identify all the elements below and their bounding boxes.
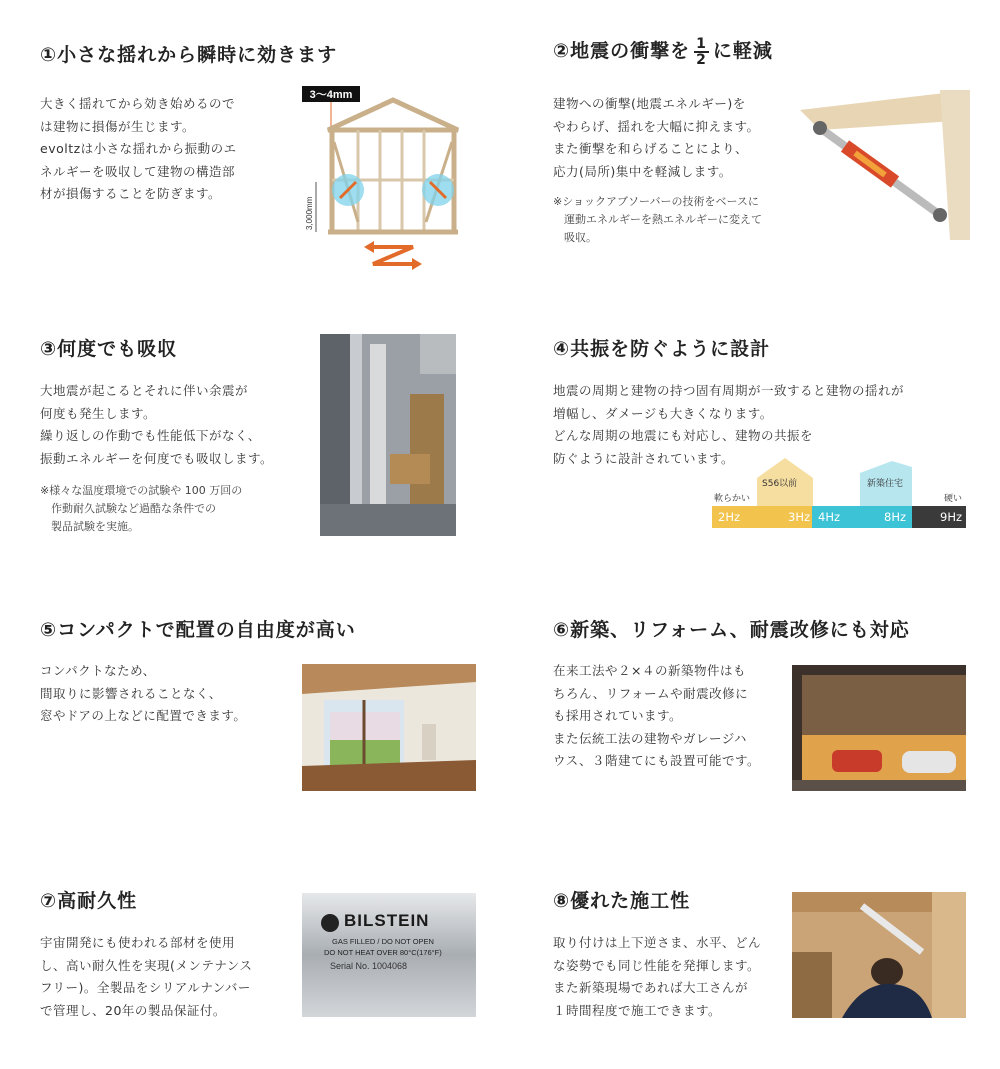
height-dimension: 3,000mm bbox=[305, 196, 314, 230]
section-6-title: ⑥新築、リフォーム、耐震改修にも対応 bbox=[553, 619, 910, 641]
section-8-title: ⑧優れた施工性 bbox=[553, 890, 691, 912]
body-line: また伝統工法の建物やガレージハ bbox=[553, 730, 747, 746]
body-line: 材が損傷することを防ぎます。 bbox=[40, 186, 222, 201]
section-4-body bbox=[553, 380, 904, 470]
interior-room-photo bbox=[302, 664, 476, 791]
section-2-body bbox=[553, 93, 760, 183]
section-1-title: ①小さな揺れから瞬時に効きます bbox=[40, 44, 338, 66]
section-2-note: ※ショックアブソーバーの技術をベースに 運動エネルギーを熱エネルギーに変えて 吸収。 bbox=[553, 195, 762, 244]
body-line: 取り付けは上下逆さま、水平、どん bbox=[553, 935, 762, 950]
cylinder-label-1: GAS FILLED / DO NOT OPEN bbox=[332, 937, 434, 946]
body-line: し、高い耐久性を実現(メンテナンス bbox=[40, 957, 253, 973]
body-line: evoltzは小さな揺れから振動のエ bbox=[40, 141, 237, 156]
test-rig-photo bbox=[320, 334, 456, 536]
bilstein-brand: BILSTEIN bbox=[344, 911, 430, 930]
body-line: ちろん、リフォームや耐震改修に bbox=[553, 685, 749, 701]
body-line: 応力(局所)集中を軽減します。 bbox=[553, 163, 732, 179]
section-5-title: ⑤コンパクトで配置の自由度が高い bbox=[40, 619, 356, 641]
body-line: 宇宙開発にも使われる部材を使用 bbox=[40, 935, 236, 950]
body-line: 何度も発生します。 bbox=[40, 405, 157, 421]
body-line: 建物への衝撃(地震エネルギー)を bbox=[553, 96, 746, 111]
body-line: 増幅し、ダメージも大きくなります。 bbox=[553, 405, 773, 421]
soft-label: 軟らかい bbox=[714, 494, 751, 504]
body-line: な姿勢でも同じ性能を発揮します。 bbox=[553, 957, 761, 973]
section-7-title: ⑦高耐久性 bbox=[40, 890, 138, 912]
section-5-body bbox=[40, 660, 246, 728]
body-line: ウス、３階建てにも設置可能です。 bbox=[553, 753, 761, 768]
house-frame-diagram bbox=[298, 82, 473, 272]
body-line: どんな周期の地震にも対応し、建物の共振を bbox=[553, 428, 814, 443]
title-part-a: ②地震の衝撃を bbox=[553, 40, 691, 62]
damper-product-image bbox=[800, 90, 970, 240]
body-line: 振動エネルギーを何度でも吸収します。 bbox=[40, 450, 274, 466]
installation-worker-photo bbox=[792, 892, 966, 1018]
body-line: フリー)。全製品をシリアルナンバー bbox=[40, 980, 251, 995]
hz-tick: 9Hz bbox=[940, 510, 963, 524]
hz-tick: 2Hz bbox=[718, 510, 741, 524]
body-line: ネルギーを吸収して建物の構造部 bbox=[40, 163, 236, 179]
new-house-label: 新築住宅 bbox=[867, 479, 904, 489]
section-8-body bbox=[553, 932, 761, 1022]
body-line: 大地震が起こるとそれに伴い余震が bbox=[40, 383, 249, 398]
hz-tick: 4Hz bbox=[818, 510, 841, 524]
section-2-title bbox=[553, 36, 773, 67]
bilstein-cylinder-photo bbox=[302, 893, 476, 1017]
old-house-label: S56以前 bbox=[762, 479, 798, 489]
section-6-body bbox=[553, 660, 760, 773]
serial-number: Serial No. 1004068 bbox=[330, 961, 408, 971]
section-7-body bbox=[40, 932, 252, 1022]
body-line: コンパクトなため、 bbox=[40, 663, 156, 678]
body-line: で管理し、20年の製品保証付。 bbox=[40, 1002, 226, 1018]
hz-tick: 3Hz bbox=[788, 510, 811, 524]
body-line: 大きく揺れてから効き始めるので bbox=[40, 96, 236, 111]
body-line: 防ぐように設計されています。 bbox=[553, 450, 735, 466]
hard-label: 硬い bbox=[944, 494, 963, 504]
garage-house-photo bbox=[792, 665, 966, 791]
title-part-b: に軽減 bbox=[712, 40, 773, 62]
body-line: 在来工法や２×４の新築物件はも bbox=[553, 663, 746, 678]
body-line: 地震の周期と建物の持つ固有周期が一致すると建物の揺れが bbox=[553, 383, 905, 398]
body-line: は建物に損傷が生じます。 bbox=[40, 118, 196, 134]
cylinder-label-2: DO NOT HEAT OVER 80°C(176°F) bbox=[324, 948, 442, 957]
body-line: また衝撃を和らげることにより、 bbox=[553, 141, 749, 156]
body-line: も採用されています。 bbox=[553, 708, 683, 723]
hz-tick: 8Hz bbox=[884, 510, 907, 524]
section-3-body bbox=[40, 380, 273, 470]
section-4-title: ④共振を防ぐように設計 bbox=[553, 338, 771, 360]
body-line: １時間程度で施工できます。 bbox=[553, 1002, 722, 1018]
body-line: やわらげ、揺れを大幅に抑えます。 bbox=[553, 118, 760, 134]
one-half-fraction: $\frac{1}{2}$ bbox=[696, 35, 707, 68]
dimension-tag: 3〜4mm bbox=[309, 89, 353, 101]
section-1-body bbox=[40, 93, 237, 206]
body-line: 繰り返しの作動でも性能低下がなく、 bbox=[40, 428, 261, 443]
body-line: また新築現場であれば大工さんが bbox=[553, 980, 749, 995]
section-3-note: ※様々な温度環境での試験や 100 万回の 作動耐久試験など過酷な条件での 製品試験を実施。 bbox=[40, 484, 243, 533]
body-line: 間取りに影響されることなく、 bbox=[40, 685, 222, 701]
section-3-title: ③何度でも吸収 bbox=[40, 338, 178, 360]
body-line: 窓やドアの上などに配置できます。 bbox=[40, 708, 247, 723]
